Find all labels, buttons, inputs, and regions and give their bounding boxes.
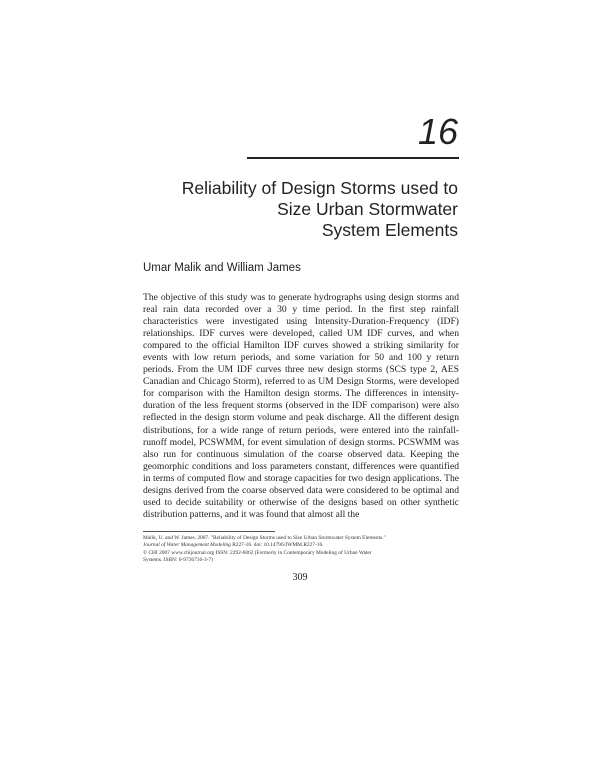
footnote-citation: Malik, U. and W. James. 2007. "Reliability of Design Storms used to Size Urban Stormwater System Elements."	[143, 535, 386, 541]
authors: Umar Malik and William James	[143, 262, 301, 274]
footnote-rule	[143, 531, 275, 532]
footnote-journal: Journal of Water Management Modeling	[143, 542, 231, 549]
footnote	[143, 535, 459, 565]
page-number: 309	[292, 572, 308, 583]
footnote-doi: R227-16. doi: 10.14796/JWMM.R227-16.	[230, 542, 324, 549]
chapter-title-line-2: Size Urban Stormwater	[277, 199, 458, 219]
footnote-journal-line	[143, 542, 459, 549]
abstract-paragraph: The objective of this study was to generate hydrographs using design storms and real rain data recorded over a 30 y time period. In the first step rainfall characteristics were investigated using Intensity-Duration-Frequency (IDF) relationships. IDF curves were developed, called UM IDF curves, and when compared to the official Hamilton IDF curves showed a striking similarity for events with low return periods, and some variation for 50 and 100 y return periods. From the UM IDF curves three new design storms (SCS type 2, AES Canadian and Chicago Storm), referred to as UM Design Storms, were developed for comparison with the Hamilton design storms. The differences in intensity-duration of the less frequent storms (observed in the IDF comparison) were also reflected in the design storm volume and peak discharge. All the different design distributions, for a wide range of return periods, were entered into the rainfall-runoff model, PCSWMM, for event simulation of design storms. PCSWMM was also run for continuous simulation of the coarse observed data. Keeping the geomorphic conditions and loss parameters constant, differences were quantified in terms of computed flow and storage capacities for two design applications. The designs derived from the coarse observed data were considered to be optimal and used to decide suitability or otherwise of the designs based on other synthetic distribution patterns, and it was found that almost all the	[143, 292, 459, 520]
chapter-title-line-1: Reliability of Design Storms used to	[181, 178, 458, 198]
chapter-title	[150, 178, 458, 241]
footnote-copyright: © CHI 2007 www.chijournal.org ISSN: 2292-6062 (Formerly in Contemporary Modeling of Urban Water	[143, 549, 372, 556]
footnote-isbn: Systems. ISBN: 0-9736716-3-7)	[143, 557, 213, 564]
chapter-number: 16	[417, 111, 458, 152]
chapter-rule	[247, 157, 459, 159]
chapter-title-line-3: System Elements	[321, 220, 458, 240]
